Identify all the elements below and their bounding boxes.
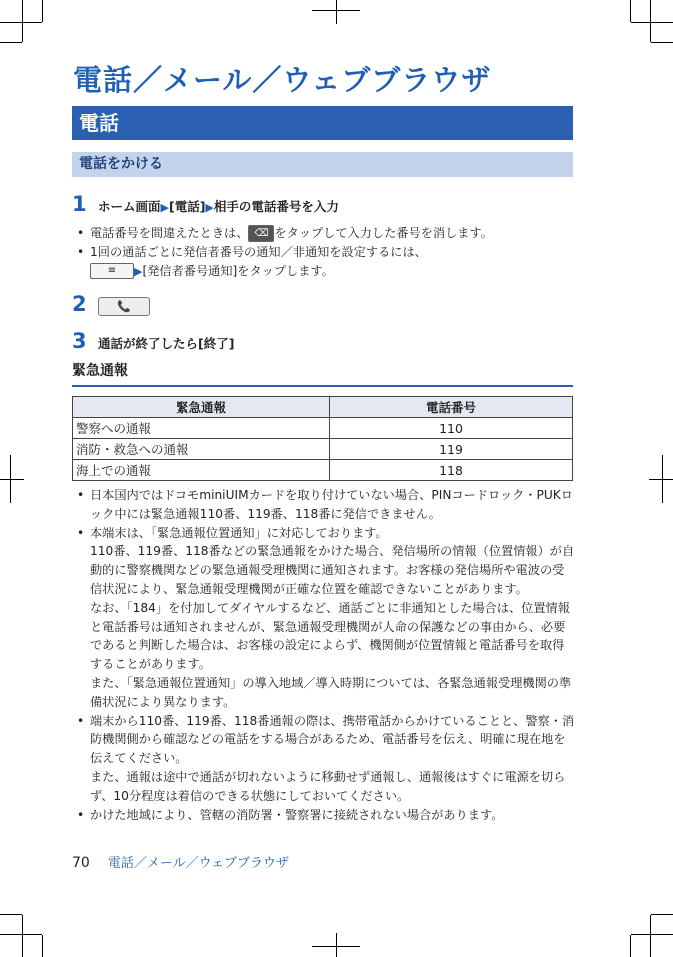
emergency-notes — [72, 486, 575, 824]
list-item: • 日本国内ではドコモminiUIMカードを取り付けていない場合、PINコードロック・PUKロック中には緊急通報110番、119番、118番に発信できません。 — [72, 486, 575, 524]
service-cell: 消防・救急への通報 — [73, 439, 330, 460]
chapter-title: 電話／メール／ウェブブラウザ — [73, 63, 492, 97]
list-item: • かけた地域により、管轄の消防署・警察署に接続されない場合があります。 — [72, 806, 575, 825]
number-cell: 119 — [330, 439, 573, 460]
menu-key-icon: ≡ — [90, 263, 134, 279]
step-1-notes — [72, 224, 575, 281]
number-cell: 118 — [330, 460, 573, 481]
service-cell: 警察への通報 — [73, 418, 330, 439]
table-row — [73, 418, 573, 439]
table-header-row — [73, 397, 573, 418]
backspace-key-icon: ⌫ — [248, 225, 274, 242]
list-item: • 端末から110番、119番、118番通報の際は、携帯電話からかけていることと、警察・消防機関側から確認などの電話をする場合があるため、電話番号を伝え、明確に現在地を伝えてください。 また、通報は途中で通話が切れないように移動せず通報し、通報後はすぐに電源を切らず、10分程度は着信のできる状態にしておいてください。 — [72, 712, 575, 806]
divider — [72, 385, 573, 387]
column-header-service: 緊急通報 — [73, 397, 330, 418]
step-3-number: 3 — [72, 329, 87, 353]
step-1-enter-number: 相手の電話番号を入力 — [213, 199, 339, 214]
list-item: • 1回の通話ごとに発信者番号の通知／非通知を設定するには、 ≡ ▶[発信者番号通知]をタップします。 — [72, 243, 575, 282]
column-header-number: 電話番号 — [330, 397, 573, 418]
emergency-table — [72, 396, 573, 481]
service-cell: 海上での通報 — [73, 460, 330, 481]
section-title: 電話 — [72, 106, 573, 140]
list-item: • 電話番号を間違えたときは、 ⌫ をタップして入力した番号を消します。 — [72, 224, 575, 243]
number-cell: 110 — [330, 418, 573, 439]
emergency-heading: 緊急通報 — [72, 363, 128, 379]
step-3-text: 通話が終了したら[終了] — [98, 336, 235, 351]
table-row — [73, 439, 573, 460]
page-footer — [72, 852, 289, 871]
step-1-number: 1 — [72, 192, 87, 216]
step-2-number: 2 — [72, 292, 87, 316]
arrow-right-icon: ▶ — [205, 201, 214, 214]
footer-chapter: 電話／メール／ウェブブラウザ — [107, 856, 290, 871]
page-number: 70 — [72, 855, 90, 871]
list-item: • 本端末は、「緊急通報位置通知」に対応しております。 110番、119番、118番などの緊急通報をかけた場合、発信場所の情報（位置情報）が自動的に警察機関などの緊急通報受理機関に通知されます。お客様の発信場所や電波の受信状況により、緊急通報受理機関が正確な位置を確認できないことがあります。 なお、「184」を付加してダイヤルするなど、通話ごとに非通知とした場合は、位置情報と電話番号は通知されませんが、緊急通報受理機関が人命の保護などの事由から、必要であると判断した場合は、お客様の設定によらず、機関側が位置情報と電話番号を取得することがあります。 また、「緊急通報位置通知」の導入地域／導入時期については、各緊急通報受理機関の準備状況により異なります。 — [72, 524, 575, 712]
call-key-icon: 📞 — [98, 297, 150, 316]
step-1-text — [98, 197, 339, 215]
table-row — [73, 460, 573, 481]
arrow-right-icon: ▶ — [160, 201, 169, 214]
step-1-home-screen: ホーム画面 — [98, 199, 161, 214]
subsection-title: 電話をかける — [72, 152, 573, 177]
step-1-phone-app: [電話] — [168, 199, 206, 214]
arrow-right-icon: ▶ — [134, 264, 143, 278]
